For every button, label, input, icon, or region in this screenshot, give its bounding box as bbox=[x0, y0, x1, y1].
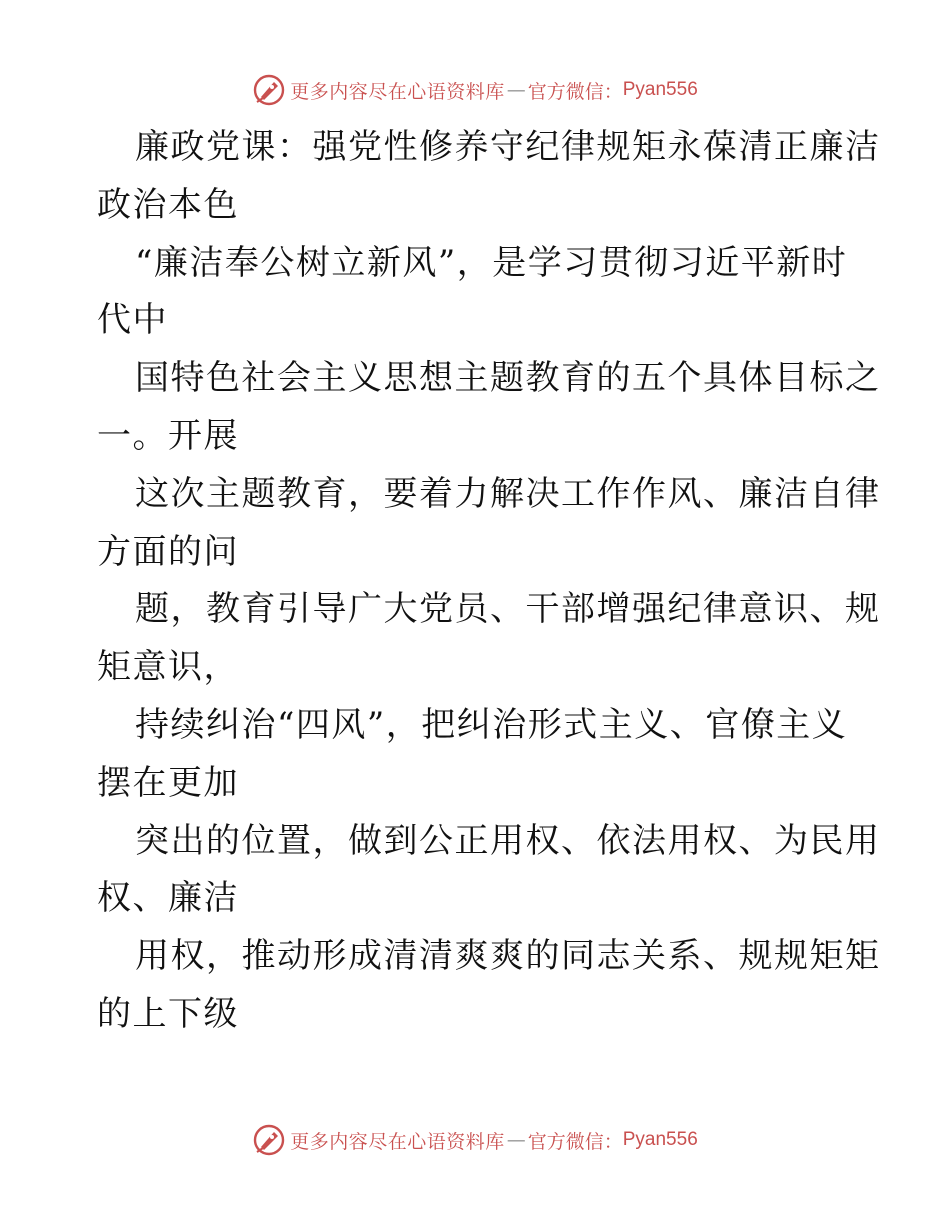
doc-line: 一。开展 bbox=[97, 415, 239, 456]
doc-line: 这次主题教育，要着力解决工作作风、廉洁自律 bbox=[135, 473, 881, 514]
doc-line: “廉洁奉公树立新风”，是学习贯彻习近平新时 bbox=[135, 242, 848, 283]
doc-line: 代中 bbox=[97, 300, 168, 341]
doc-line: 持续纠治“四风”，把纠治形式主义、官僚主义 bbox=[135, 704, 848, 745]
pen-nib-circle-icon bbox=[252, 1123, 286, 1157]
header-watermark bbox=[0, 70, 950, 110]
doc-line: 题，教育引导广大党员、干部增强纪律意识、规 bbox=[135, 589, 881, 630]
watermark-separator: — bbox=[506, 79, 526, 101]
doc-line: 政治本色 bbox=[97, 184, 239, 225]
doc-line: 突出的位置，做到公正用权、依法用权、为民用 bbox=[135, 820, 881, 861]
watermark-contact-id: Pyan556 bbox=[622, 79, 698, 100]
doc-line: 的上下级 bbox=[97, 993, 239, 1034]
watermark-contact-label: 官方微信： bbox=[527, 80, 623, 103]
doc-line: 国特色社会主义思想主题教育的五个具体目标之 bbox=[135, 358, 881, 399]
pen-nib-circle-icon bbox=[252, 73, 286, 107]
doc-line: 廉政党课：强党性修养守纪律规矩永葆清正廉洁 bbox=[135, 127, 881, 167]
watermark-contact-id: Pyan556 bbox=[622, 1129, 698, 1150]
watermark-contact-label: 官方微信： bbox=[527, 1130, 623, 1153]
doc-line: 矩意识， bbox=[97, 647, 239, 688]
watermark-text: 更多内容尽在心语资料库 bbox=[290, 1130, 505, 1153]
watermark-text: 更多内容尽在心语资料库 bbox=[290, 80, 505, 103]
doc-line: 摆在更加 bbox=[97, 762, 239, 803]
document-body bbox=[97, 119, 881, 1044]
doc-line: 用权，推动形成清清爽爽的同志关系、规规矩矩 bbox=[135, 936, 881, 977]
doc-line: 方面的问 bbox=[97, 531, 239, 572]
watermark-separator: — bbox=[506, 1129, 526, 1151]
doc-line: 权、廉洁 bbox=[97, 878, 239, 919]
footer-watermark bbox=[0, 1120, 950, 1160]
